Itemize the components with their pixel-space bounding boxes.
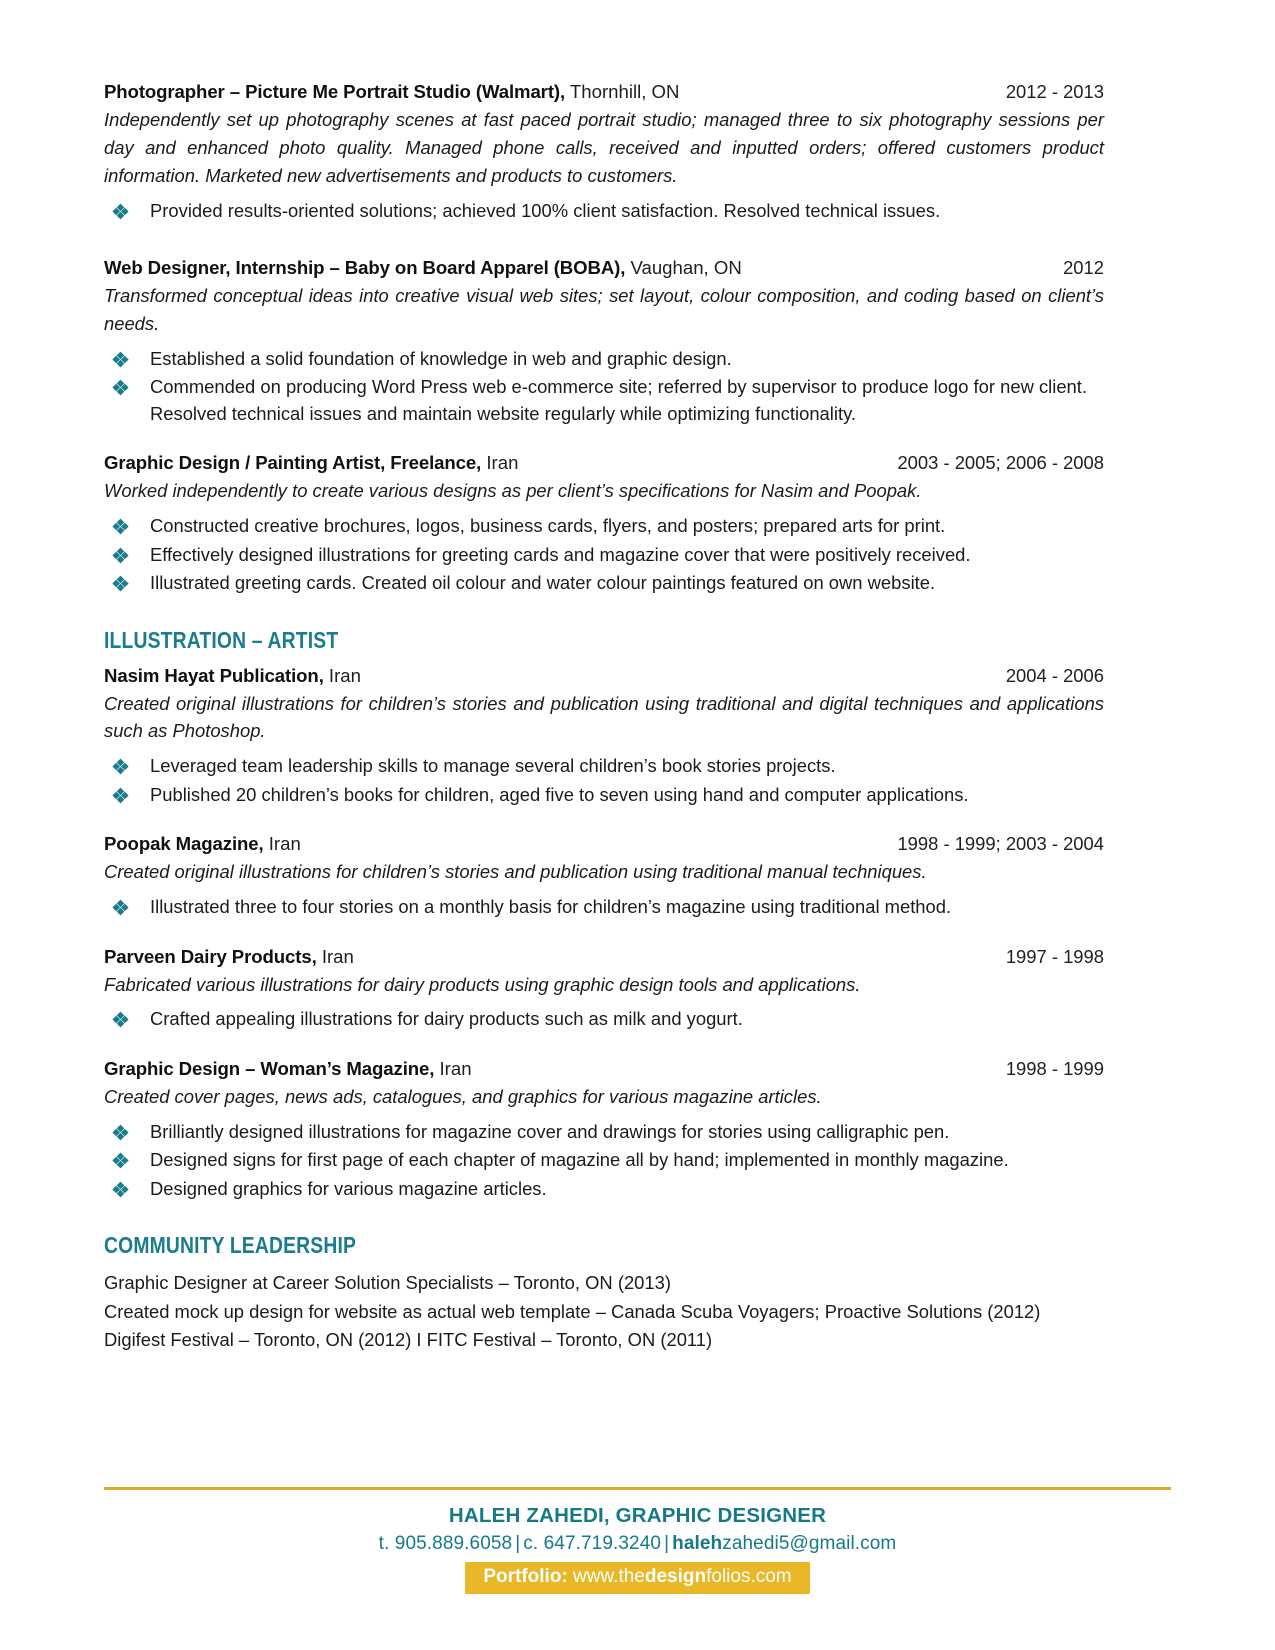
community-lines	[104, 1269, 1104, 1355]
community-line: Created mock up design for website as actual web template – Canada Scuba Voyagers; Proactive Solutions (2012)	[104, 1300, 1041, 1322]
bullet-text: Constructed creative brochures, logos, business cards, flyers, and posters; prepared arts for print.	[150, 515, 946, 537]
diamond-bullet-icon	[112, 379, 129, 396]
community-line: Digifest Festival – Toronto, ON (2012) I FITC Festival – Toronto, ON (2011)	[104, 1329, 713, 1351]
entry-role: Poopak Magazine,	[104, 833, 264, 855]
footer-contact	[104, 1533, 1171, 1555]
footer-separator: |	[664, 1533, 670, 1555]
bullet-text: Provided results-oriented solutions; achieved 100% client satisfaction. Resolved technical issues.	[150, 199, 941, 221]
bullet-text: Designed signs for first page of each chapter of magazine all by hand; implemented in monthly magazine.	[150, 1149, 1009, 1171]
list-item	[104, 1176, 1104, 1203]
bullet-text: Designed graphics for various magazine articles.	[150, 1177, 547, 1199]
entry-summary: Independently set up photography scenes at fast paced portrait studio; managed three to six photography sessions per day and enhanced photo quality. Managed phone calls, received and inputted orders; offered customers product information. Marketed new advertisements and products to customers.	[104, 108, 1104, 186]
footer-divider	[104, 1487, 1171, 1490]
section-heading-illustration	[104, 627, 1104, 654]
entry-header	[104, 1057, 1104, 1081]
entry-location: Thornhill, ON	[565, 81, 680, 102]
bullet-text: Illustrated three to four stories on a monthly basis for children’s magazine using traditional method.	[150, 896, 952, 918]
diamond-bullet-icon	[112, 899, 129, 916]
community-line: Graphic Designer at Career Solution Specialists – Toronto, ON (2013)	[104, 1272, 671, 1294]
entry-title	[104, 945, 354, 969]
entry-location: Vaughan, ON	[625, 257, 742, 279]
spacer	[104, 226, 1104, 256]
entry-role: Web Designer, Internship – Baby on Board Apparel (BOBA),	[104, 257, 626, 279]
diamond-bullet-icon	[112, 1181, 129, 1198]
bullet-text: Crafted appealing illustrations for dairy products such as milk and yogurt.	[150, 1008, 743, 1030]
entry-location: Iran	[263, 833, 301, 855]
entry-summary: Created original illustrations for children’s stories and publication using traditional manual techniques.	[104, 861, 927, 883]
list-item	[104, 513, 1104, 540]
footer-email-bold: haleh	[672, 1533, 723, 1555]
footer-phone-home: t. 905.889.6058	[378, 1533, 513, 1555]
entry-bullets	[104, 1119, 1104, 1203]
experience-entry	[104, 80, 1104, 224]
entry-location: Iran	[434, 1057, 472, 1079]
entry-location: Iran	[481, 452, 519, 474]
bullet-text: Commended on producing Word Press web e-commerce site; referred by supervisor to produce logo for new client. Resolved technical issues and maintain website regularly while optimizing functionality.	[150, 376, 1087, 424]
entry-title	[104, 451, 518, 475]
entry-summary: Worked independently to create various designs as per client’s specifications for Nasim and Poopak.	[104, 480, 922, 502]
section-heading-community	[104, 1232, 1104, 1259]
footer-email-rest: zahedi5@gmail.com	[722, 1533, 897, 1555]
entry-title	[104, 664, 361, 688]
entry-bullets	[104, 198, 1104, 225]
entry-title	[104, 1057, 472, 1081]
entry-title	[104, 832, 301, 856]
portfolio-label: Portfolio:	[483, 1566, 568, 1588]
entry-header	[104, 256, 1104, 280]
diamond-bullet-icon	[112, 351, 129, 368]
entry-summary: Fabricated various illustrations for dairy products using graphic design tools and applications.	[104, 973, 861, 995]
spacer	[104, 1035, 1104, 1057]
portfolio-url-pre: www.the	[567, 1566, 645, 1588]
entry-summary: Created cover pages, news ads, catalogues, and graphics for various magazine articles.	[104, 1085, 822, 1107]
spacer	[104, 923, 1104, 945]
entry-header	[104, 80, 1104, 104]
entry-header	[104, 945, 1104, 969]
entry-dates: 2003 - 2005; 2006 - 2008	[897, 452, 1104, 474]
entry-role: Nasim Hayat Publication,	[104, 664, 324, 686]
diamond-bullet-icon	[112, 1011, 129, 1028]
list-item	[104, 374, 1104, 427]
diamond-bullet-icon	[112, 758, 129, 775]
bullet-text: Illustrated greeting cards. Created oil colour and water colour paintings featured on own website.	[150, 572, 936, 594]
diamond-bullet-icon	[112, 203, 129, 220]
entry-bullets	[104, 513, 1104, 597]
entry-role: Parveen Dairy Products,	[104, 945, 317, 967]
list-item	[104, 1147, 1104, 1174]
diamond-bullet-icon	[112, 1124, 129, 1141]
entry-dates: 1997 - 1998	[1005, 945, 1104, 967]
resume-content	[104, 80, 1104, 1355]
spacer	[104, 429, 1104, 451]
entry-dates: 2004 - 2006	[1005, 664, 1104, 686]
list-item	[104, 753, 1104, 780]
diamond-bullet-icon	[112, 518, 129, 535]
footer-phone-cell: c. 647.719.3240	[523, 1533, 662, 1555]
diamond-bullet-icon	[112, 547, 129, 564]
bullet-text: Published 20 children’s books for children, aged five to seven using hand and computer applications.	[150, 783, 969, 805]
entry-dates: 1998 - 1999; 2003 - 2004	[897, 833, 1104, 855]
list-item	[104, 346, 1104, 373]
entry-role: Graphic Design / Painting Artist, Freelance,	[104, 452, 482, 474]
diamond-bullet-icon	[112, 575, 129, 592]
spacer	[104, 810, 1104, 832]
entry-location: Iran	[316, 945, 354, 967]
bullet-text: Effectively designed illustrations for greeting cards and magazine cover that were positively received.	[150, 543, 971, 565]
entry-title	[104, 80, 679, 104]
bullet-text: Established a solid foundation of knowledge in web and graphic design.	[150, 347, 732, 369]
page-footer	[104, 1487, 1171, 1594]
entry-bullets	[104, 1006, 1104, 1033]
list-item	[104, 1006, 1104, 1033]
section-heading-text: ILLUSTRATION – ARTIST	[104, 626, 339, 653]
list-item	[104, 1119, 1104, 1146]
portfolio-url-bold: design	[644, 1566, 707, 1588]
diamond-bullet-icon	[112, 787, 129, 804]
entry-dates: 2012	[1063, 257, 1104, 279]
entry-bullets	[104, 346, 1104, 428]
entry-header	[104, 832, 1104, 856]
entry-title	[104, 256, 742, 280]
portfolio-url-post: folios.com	[706, 1566, 792, 1588]
footer-name: HALEH ZAHEDI, GRAPHIC DESIGNER	[448, 1504, 827, 1528]
illustration-entry	[104, 832, 1104, 920]
bullet-text: Leveraged team leadership skills to manage several children’s book stories projects.	[150, 755, 836, 777]
entry-header	[104, 664, 1104, 688]
entry-bullets	[104, 894, 1104, 921]
entry-summary: Created original illustrations for children’s stories and publication using traditional and digital techniques and applications such as Photoshop.	[104, 692, 1104, 742]
illustration-entry	[104, 945, 1104, 1033]
footer-separator: |	[515, 1533, 521, 1555]
list-item	[104, 894, 1104, 921]
entry-role: Photographer – Picture Me Portrait Studio (Walmart),	[104, 81, 566, 102]
portfolio-bar[interactable]	[465, 1562, 809, 1594]
illustration-entry	[104, 1057, 1104, 1202]
bullet-text: Brilliantly designed illustrations for magazine cover and drawings for stories using calligraphic pen.	[150, 1120, 950, 1142]
list-item	[104, 570, 1104, 597]
entry-bullets	[104, 753, 1104, 808]
entry-role: Graphic Design – Woman’s Magazine,	[104, 1057, 435, 1079]
entry-dates: 2012 - 2013	[1005, 81, 1104, 102]
list-item	[104, 198, 1104, 225]
entry-location: Iran	[323, 664, 361, 686]
experience-entry	[104, 451, 1104, 596]
entry-header	[104, 451, 1104, 475]
illustration-entry	[104, 664, 1104, 809]
entry-dates: 1998 - 1999	[1005, 1057, 1104, 1079]
diamond-bullet-icon	[112, 1152, 129, 1169]
list-item	[104, 542, 1104, 569]
list-item	[104, 782, 1104, 809]
section-heading-text: COMMUNITY LEADERSHIP	[104, 1232, 357, 1259]
experience-entry	[104, 256, 1104, 427]
entry-summary: Transformed conceptual ideas into creative visual web sites; set layout, colour composition, and coding based on client’s needs.	[104, 285, 1104, 334]
